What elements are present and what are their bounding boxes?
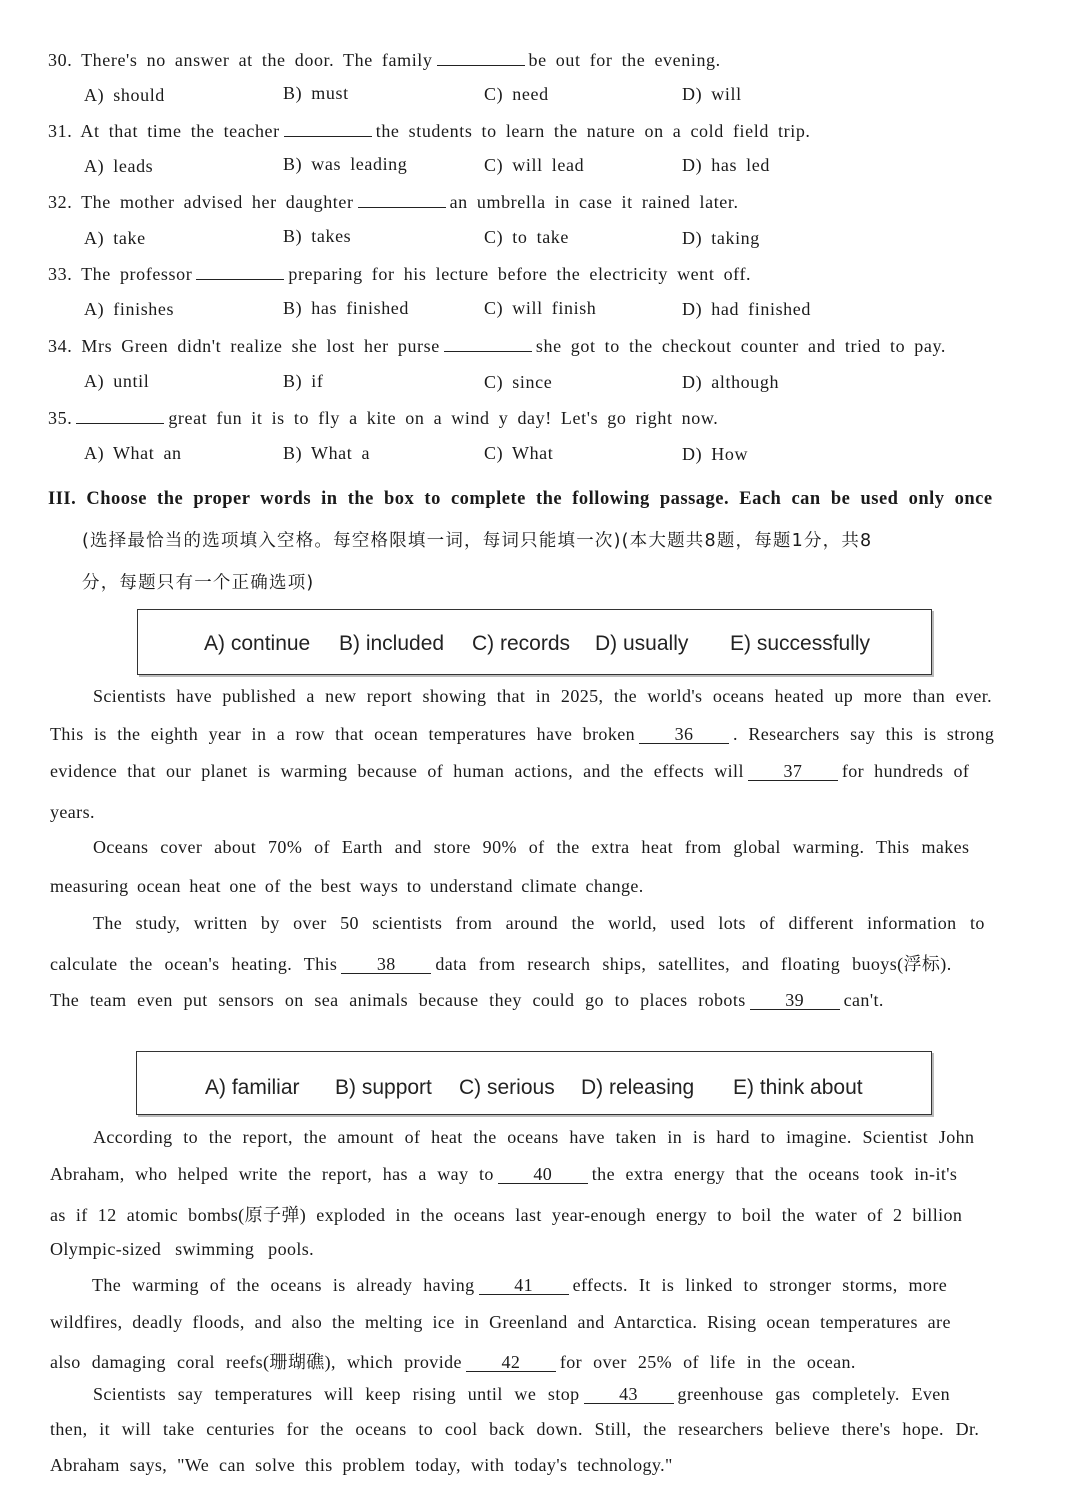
option-d: D) will xyxy=(682,84,742,104)
question-stem-end: be out for the evening. xyxy=(528,50,721,70)
option-a: A) finishes xyxy=(84,299,175,319)
question-35 xyxy=(48,408,718,429)
blank-39: 39 xyxy=(750,991,840,1010)
passage-text: for hundreds of xyxy=(841,761,970,781)
question-stem-end: preparing for his lecture before the electricity went off. xyxy=(288,264,752,284)
passage-line xyxy=(50,950,952,976)
word-option: C) serious xyxy=(459,1076,555,1099)
word-option: E) think about xyxy=(733,1076,863,1099)
passage-line: as if 12 atomic bombs(原子弹) exploded in the oceans last year-enough energy to boil the water of 2 billion xyxy=(50,1205,963,1225)
option-d: D) How xyxy=(682,444,749,464)
blank-38: 38 xyxy=(341,955,431,974)
question-stem-end: the students to learn the nature on a cold field trip. xyxy=(375,121,811,141)
passage-text: Abraham, who helped write the report, has a way to xyxy=(50,1164,494,1184)
question-stem: 31. At that time the teacher xyxy=(48,121,280,141)
passage-text: the extra energy that the oceans took in-it's xyxy=(591,1164,958,1184)
blank-43: 43 xyxy=(584,1385,674,1404)
answer-blank xyxy=(284,122,372,137)
passage-line xyxy=(93,1384,950,1405)
option-d: D) has led xyxy=(682,155,770,175)
passage-text: also damaging coral reefs(珊瑚礁), which provide xyxy=(50,1352,462,1372)
passage-line xyxy=(50,1348,856,1374)
option-d: D) had finished xyxy=(682,299,811,319)
section-instruction-1: (选择最恰当的选项填入空格。每空格限填一词，每词只能填一次)(本大题共8题，每题1分，共8 xyxy=(82,531,873,551)
passage-line: Olympic-sized swimming pools. xyxy=(50,1239,315,1259)
passage-line: wildfires, deadly floods, and also the melting ice in Greenland and Antarctica. Rising ocean temperatures are xyxy=(50,1312,951,1332)
blank-40: 40 xyxy=(498,1165,588,1184)
blank-42: 42 xyxy=(466,1353,556,1372)
passage-line xyxy=(50,724,994,745)
word-box-1 xyxy=(137,609,932,675)
word-option: D) releasing xyxy=(581,1076,695,1099)
option-b: B) must xyxy=(283,83,349,103)
option-c: C) need xyxy=(484,84,549,104)
option-c: C) to take xyxy=(484,227,569,247)
question-34 xyxy=(48,336,946,357)
option-b: B) has finished xyxy=(283,298,409,318)
passage-text: effects. It is linked to stronger storms, more xyxy=(572,1275,948,1295)
question-stem: 34. Mrs Green didn't realize she lost her purse xyxy=(48,336,440,356)
option-b: B) takes xyxy=(283,226,352,246)
option-a: A) should xyxy=(84,85,165,105)
option-c: C) will lead xyxy=(484,155,585,175)
passage-text: This is the eighth year in a row that ocean temperatures have broken xyxy=(50,724,636,744)
passage-text: evidence that our planet is warming because of human actions, and the effects will xyxy=(50,761,744,781)
passage-text: Scientists say temperatures will keep rising until we stop xyxy=(93,1384,580,1404)
word-option: A) familiar xyxy=(205,1076,300,1099)
answer-blank xyxy=(196,265,284,280)
question-stem-end: she got to the checkout counter and tried to pay. xyxy=(535,336,946,356)
passage-line xyxy=(50,990,884,1011)
passage-line: According to the report, the amount of heat the oceans have taken in is hard to imagine. Scientist John xyxy=(93,1127,975,1147)
question-stem: 35. xyxy=(48,408,73,428)
passage-line: then, it will take centuries for the oceans to cool back down. Still, the researchers believe there's hope. Dr. xyxy=(50,1419,980,1439)
passage-text: . Researchers say this is strong xyxy=(733,724,995,744)
blank-37: 37 xyxy=(748,762,838,781)
option-d: D) although xyxy=(682,372,780,392)
passage-line: Scientists have published a new report showing that in 2025, the world's oceans heated up more than ever. xyxy=(93,686,993,706)
passage-line: The study, written by over 50 scientists from around the world, used lots of different information to xyxy=(93,913,985,933)
blank-36: 36 xyxy=(639,725,729,744)
question-stem: 33. The professor xyxy=(48,264,193,284)
option-b: B) was leading xyxy=(283,154,408,174)
answer-blank xyxy=(444,337,532,352)
question-33 xyxy=(48,264,751,285)
passage-line xyxy=(50,761,969,782)
option-a: A) until xyxy=(84,371,150,391)
option-b: B) if xyxy=(283,371,324,391)
passage-line: Oceans cover about 70% of Earth and store 90% of the extra heat from global warming. This makes xyxy=(93,837,970,857)
question-stem: 30. There's no answer at the door. The family xyxy=(48,50,433,70)
question-32 xyxy=(48,192,739,213)
option-c: C) What xyxy=(484,443,554,463)
blank-41: 41 xyxy=(479,1276,569,1295)
passage-line: measuring ocean heat one of the best ways to understand climate change. xyxy=(50,876,644,896)
passage-line: Abraham says, "We can solve this problem today, with today's technology." xyxy=(50,1455,673,1475)
section-title: III. Choose the proper words in the box to complete the following passage. Each can be used only once xyxy=(48,489,993,509)
word-option: B) included xyxy=(339,632,445,655)
passage-text: for over 25% of life in the ocean. xyxy=(559,1352,856,1372)
question-31 xyxy=(48,121,811,142)
option-c: C) since xyxy=(484,372,553,392)
passage-line xyxy=(50,1164,957,1185)
passage-line xyxy=(92,1275,947,1296)
passage-line: years. xyxy=(50,802,95,822)
option-c: C) will finish xyxy=(484,298,597,318)
word-option: C) records xyxy=(472,632,571,655)
word-option: B) support xyxy=(335,1076,432,1099)
option-a: A) take xyxy=(84,228,146,248)
word-option: E) successfully xyxy=(730,632,871,655)
question-stem-end: great fun it is to fly a kite on a wind y day! Let's go right now. xyxy=(168,408,719,428)
passage-text: The warming of the oceans is already having xyxy=(92,1275,475,1295)
option-a: A) leads xyxy=(84,156,154,176)
option-b: B) What a xyxy=(283,443,371,463)
question-30 xyxy=(48,50,721,71)
option-d: D) taking xyxy=(682,228,760,248)
passage-text: can't. xyxy=(843,990,884,1010)
passage-text: calculate the ocean's heating. This xyxy=(50,954,338,974)
passage-text: The team even put sensors on sea animals because they could go to places robots xyxy=(50,990,746,1010)
section-instruction-2: 分，每题只有一个正确选项) xyxy=(82,573,315,593)
passage-text: data from research ships, satellites, and floating buoys(浮标). xyxy=(435,954,952,974)
passage-text: greenhouse gas completely. Even xyxy=(677,1384,951,1404)
answer-blank xyxy=(437,51,525,66)
option-a: A) What an xyxy=(84,443,182,463)
question-stem-end: an umbrella in case it rained later. xyxy=(449,192,739,212)
word-option: A) continue xyxy=(204,632,311,655)
question-stem: 32. The mother advised her daughter xyxy=(48,192,354,212)
word-box-2 xyxy=(136,1051,932,1115)
answer-blank xyxy=(76,409,164,424)
answer-blank xyxy=(358,193,446,208)
word-option: D) usually xyxy=(595,632,689,655)
